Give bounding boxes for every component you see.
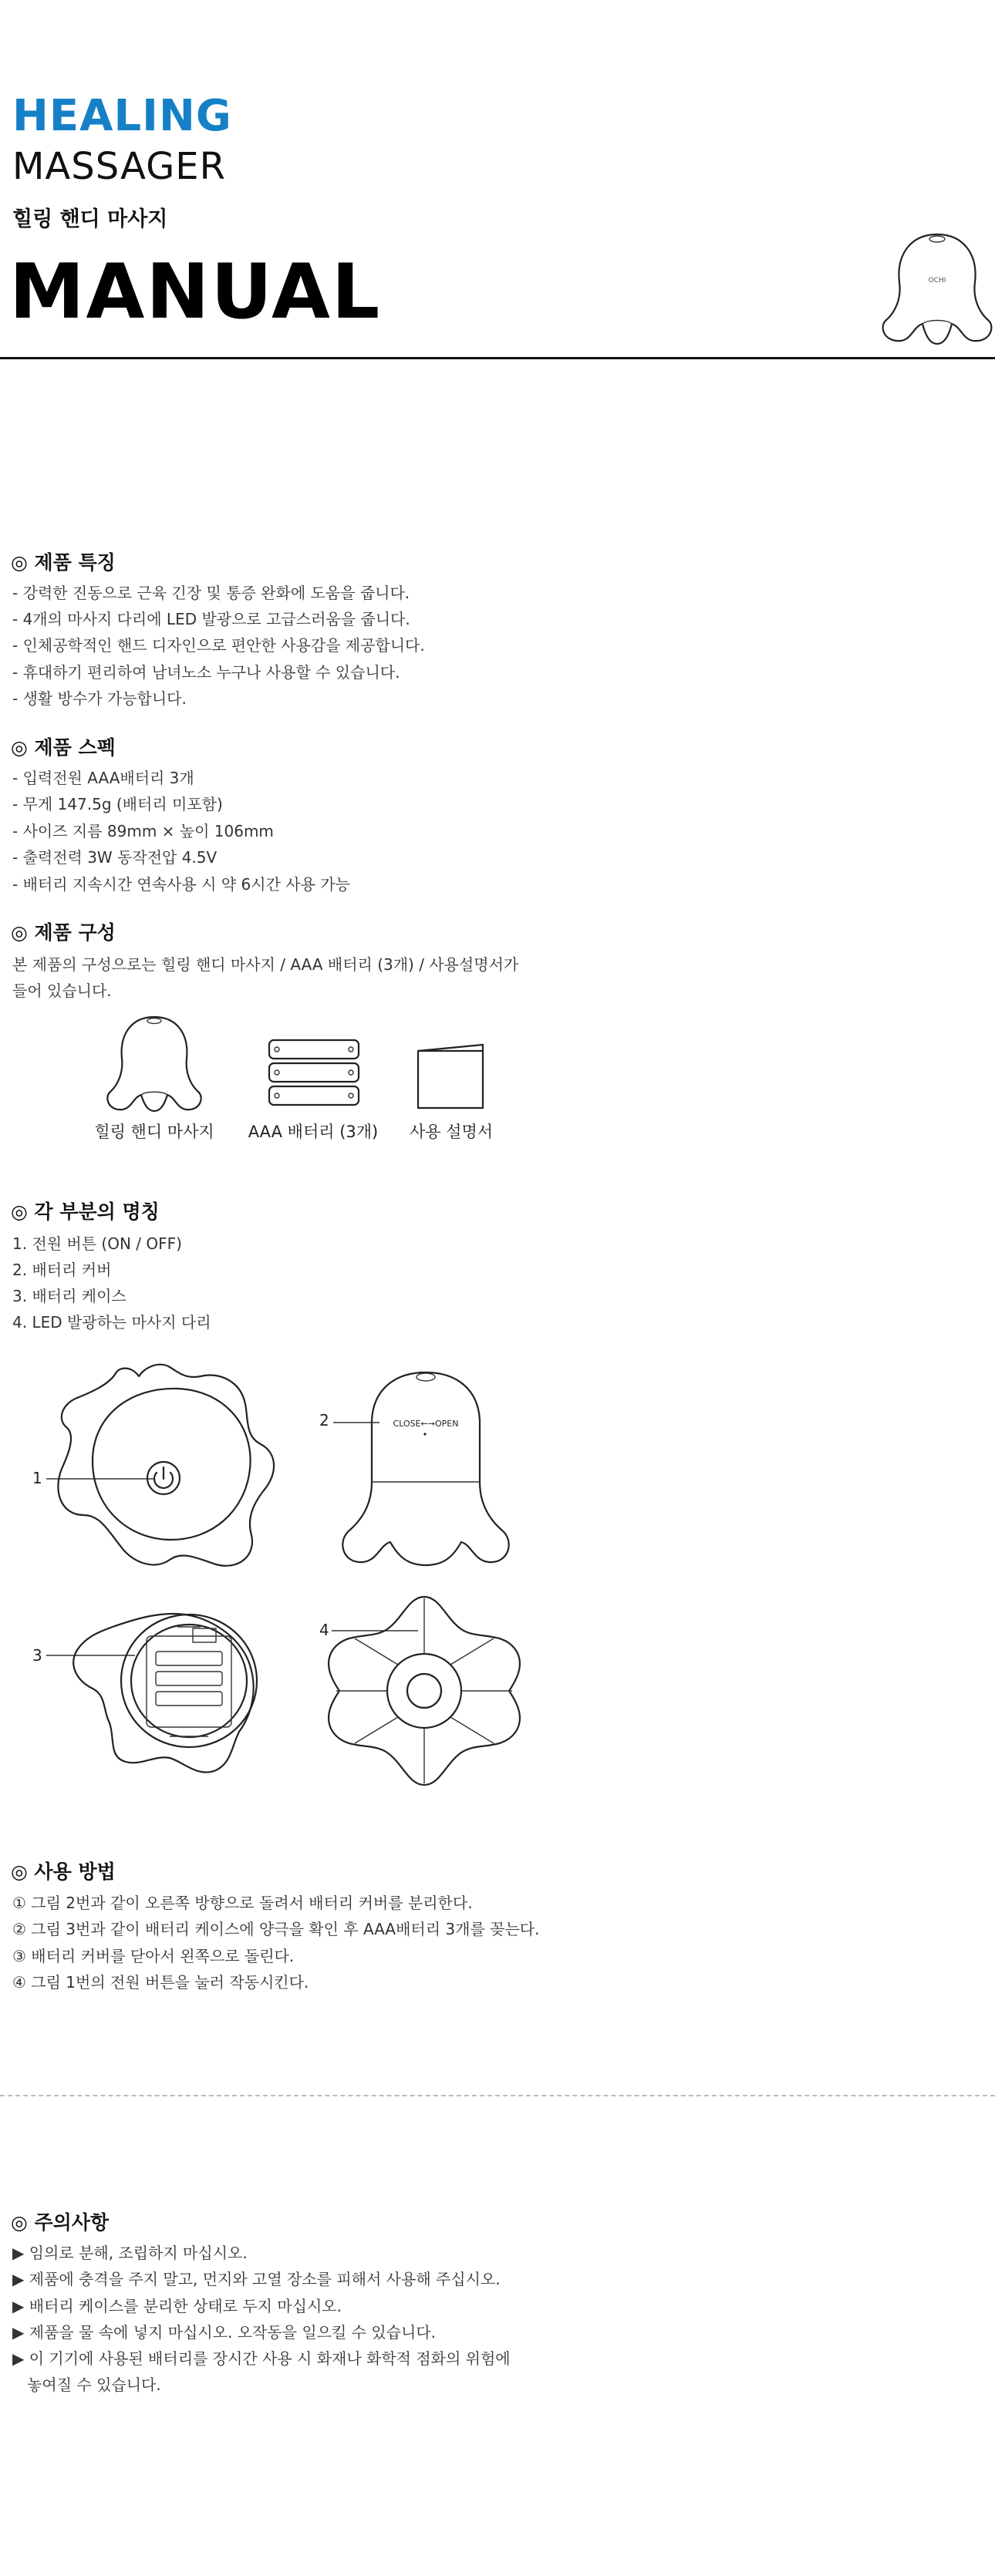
feature-item: - 휴대하기 편리하여 남녀노소 누구나 사용할 수 있습니다.: [12, 663, 400, 682]
spec-item: - 사이즈 지름 89mm × 높이 106mm: [12, 822, 274, 840]
components-title: ◎ 제품 구성: [11, 921, 116, 944]
caution-item: ▶ 제품을 물 속에 넣지 마십시오. 오작동을 일으킬 수 있습니다.: [12, 2323, 436, 2342]
caution-item: ▶ 제품에 충격을 주지 말고, 먼지와 고열 장소를 피해서 사용해 주십시오.: [12, 2270, 501, 2288]
figure-number-4: 4: [319, 1621, 329, 1639]
part-item: 4. LED 발광하는 마사지 다리: [12, 1313, 211, 1332]
component-massager-illustration: [104, 1012, 204, 1120]
part-item: 1. 전원 버튼 (ON / OFF): [12, 1234, 182, 1253]
specs-title: ◎ 제품 스펙: [11, 736, 116, 759]
component-label-manual: 사용 설명서: [409, 1123, 494, 1141]
device-logo: OCHI: [928, 277, 946, 285]
part-item: 2. 배터리 커버: [12, 1261, 112, 1279]
manual-title: MANUAL: [9, 248, 382, 336]
usage-step: ② 그림 3번과 같이 배터리 케이스에 양극을 확인 후 AAA배터리 3개를 꽂는다.: [12, 1920, 540, 1938]
figure-number-1: 1: [32, 1469, 42, 1487]
component-manual-illustration: [415, 1042, 489, 1116]
caution-item: ▶ 배터리 케이스를 분리한 상태로 두지 마십시오.: [12, 2297, 342, 2315]
usage-step: ④ 그림 1번의 전원 버튼을 눌러 작동시킨다.: [12, 1973, 309, 1992]
feature-item: - 강력한 진동으로 근육 긴장 및 통증 완화에 도움을 줍니다.: [12, 584, 410, 602]
brand-title-line1: HEALING: [12, 91, 232, 141]
massager-product-icon: [879, 228, 995, 355]
header-divider: [0, 357, 995, 359]
brand-title-korean: 힐링 핸디 마사지: [12, 207, 168, 231]
caution-item: 놓여질 수 있습니다.: [12, 2376, 161, 2394]
parts-title: ◎ 각 부분의 명칭: [11, 1200, 160, 1223]
part-item: 3. 배터리 케이스: [12, 1287, 126, 1305]
section-divider: [0, 2095, 995, 2096]
cautions-title: ◎ 주의사항: [11, 2211, 110, 2234]
caution-item: ▶ 임의로 분해, 조립하지 마십시오.: [12, 2244, 248, 2262]
components-desc-line1: 본 제품의 구성으로는 힐링 핸디 마사지 / AAA 배터리 (3개) / 사용설명서가: [12, 955, 519, 974]
usage-step: ① 그림 2번과 같이 오른쪽 방향으로 돌려서 배터리 커버를 분리한다.: [12, 1894, 473, 1912]
brand-title-line2: MASSAGER: [12, 145, 226, 188]
figure-number-3: 3: [32, 1646, 42, 1665]
spec-item: - 출력전력 3W 동작전압 4.5V: [12, 848, 218, 867]
spec-item: - 입력전원 AAA배터리 3개: [12, 769, 194, 787]
component-batteries-illustration: [266, 1037, 363, 1114]
feature-item: - 4개의 마사지 다리에 LED 발광으로 고급스러움을 줍니다.: [12, 610, 410, 628]
figure-battery-case-view: [46, 1596, 262, 1784]
caution-item: ▶ 이 기기에 사용된 배터리를 장시간 사용 시 화재나 화학적 점화의 위험에: [12, 2349, 511, 2368]
spec-item: - 배터리 지속시간 연속사용 시 약 6시간 사용 가능: [12, 875, 350, 894]
features-title: ◎ 제품 특징: [11, 551, 116, 574]
cover-marking: CLOSE←→OPEN: [393, 1419, 459, 1429]
components-desc-line2: 들어 있습니다.: [12, 982, 112, 1000]
figure-power-button-view: [46, 1361, 285, 1591]
figure-battery-cover-view: [333, 1366, 518, 1574]
usage-title: ◎ 사용 방법: [11, 1860, 116, 1883]
component-label-massager: 힐링 핸디 마사지: [94, 1123, 214, 1141]
usage-step: ③ 배터리 커버를 닫아서 왼쪽으로 돌린다.: [12, 1947, 295, 1965]
component-label-batteries: AAA 배터리 (3개): [248, 1123, 379, 1141]
figure-number-2: 2: [319, 1411, 329, 1429]
feature-item: - 인체공학적인 핸드 디자인으로 편안한 사용감을 제공합니다.: [12, 636, 425, 655]
spec-item: - 무게 147.5g (배터리 미포함): [12, 795, 223, 813]
figure-led-legs-view: [324, 1591, 526, 1794]
feature-item: - 생활 방수가 가능합니다.: [12, 689, 187, 708]
